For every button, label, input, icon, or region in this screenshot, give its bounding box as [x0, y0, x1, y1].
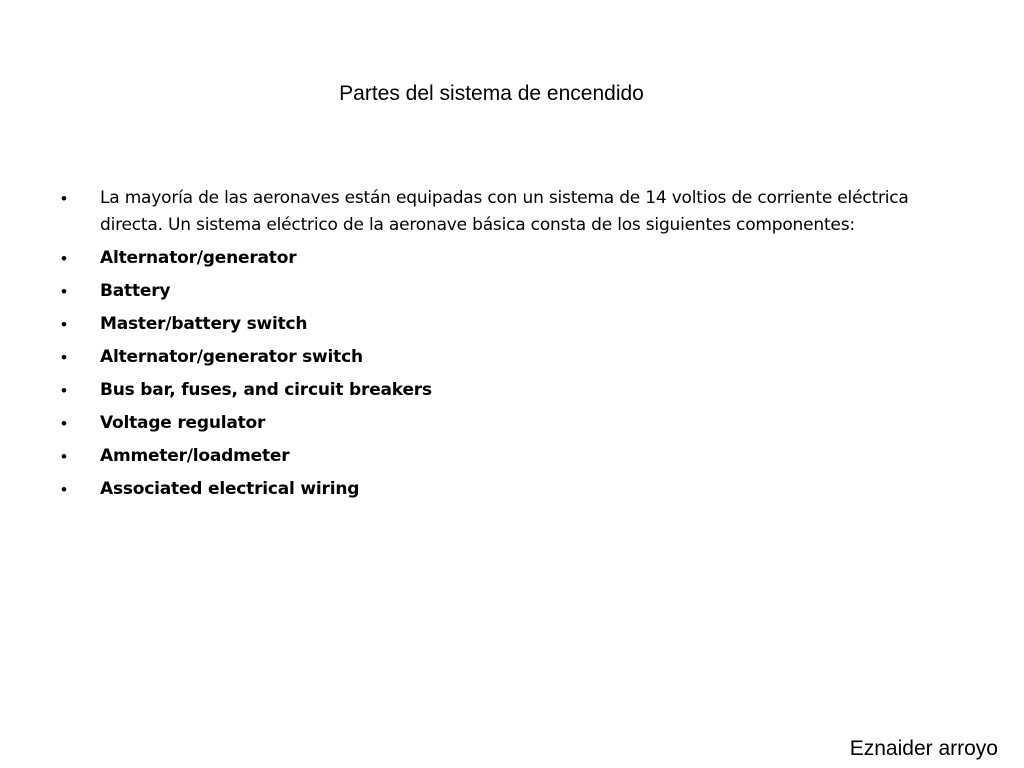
bullet-list: [60, 185, 920, 509]
bullet-dot-icon: •: [61, 447, 67, 466]
bullet-dot-icon: •: [61, 282, 67, 301]
bullet-item-master-switch: [60, 311, 920, 338]
bullet-dot-icon: •: [61, 189, 67, 208]
bullet-dot-icon: •: [61, 480, 67, 499]
component-label: Battery: [100, 281, 171, 301]
bullet-dot-icon: •: [61, 414, 67, 433]
bullet-dot-icon: •: [61, 348, 67, 367]
bullet-intro: [60, 185, 920, 239]
component-label: Associated electrical wiring: [100, 479, 360, 499]
bullet-item-alternator-switch: [60, 344, 920, 371]
component-label: Ammeter/loadmeter: [100, 446, 290, 466]
intro-text: La mayoría de las aeronaves están equipadas con un sistema de 14 voltios de corriente eléctrica directa. Un sistema eléctrico de la aeronave básica consta de los siguientes componentes:: [100, 188, 909, 235]
bullet-dot-icon: •: [61, 249, 67, 268]
bullet-item-voltage-regulator: [60, 410, 920, 437]
slide-title: Partes del sistema de encendido: [339, 82, 644, 105]
component-label: Master/battery switch: [100, 314, 308, 334]
bullet-item-bus-bar: [60, 377, 920, 404]
bullet-item-ammeter: [60, 443, 920, 470]
component-label: Bus bar, fuses, and circuit breakers: [100, 380, 432, 400]
bullet-dot-icon: •: [61, 381, 67, 400]
bullet-item-battery: [60, 278, 920, 305]
bullet-item-wiring: [60, 476, 920, 503]
component-label: Alternator/generator switch: [100, 347, 363, 367]
component-label: Voltage regulator: [100, 413, 266, 433]
bullet-item-alternator: [60, 245, 920, 272]
component-label: Alternator/generator: [100, 248, 297, 268]
bullet-dot-icon: •: [61, 315, 67, 334]
author-footer: Eznaider arroyo: [849, 737, 998, 760]
